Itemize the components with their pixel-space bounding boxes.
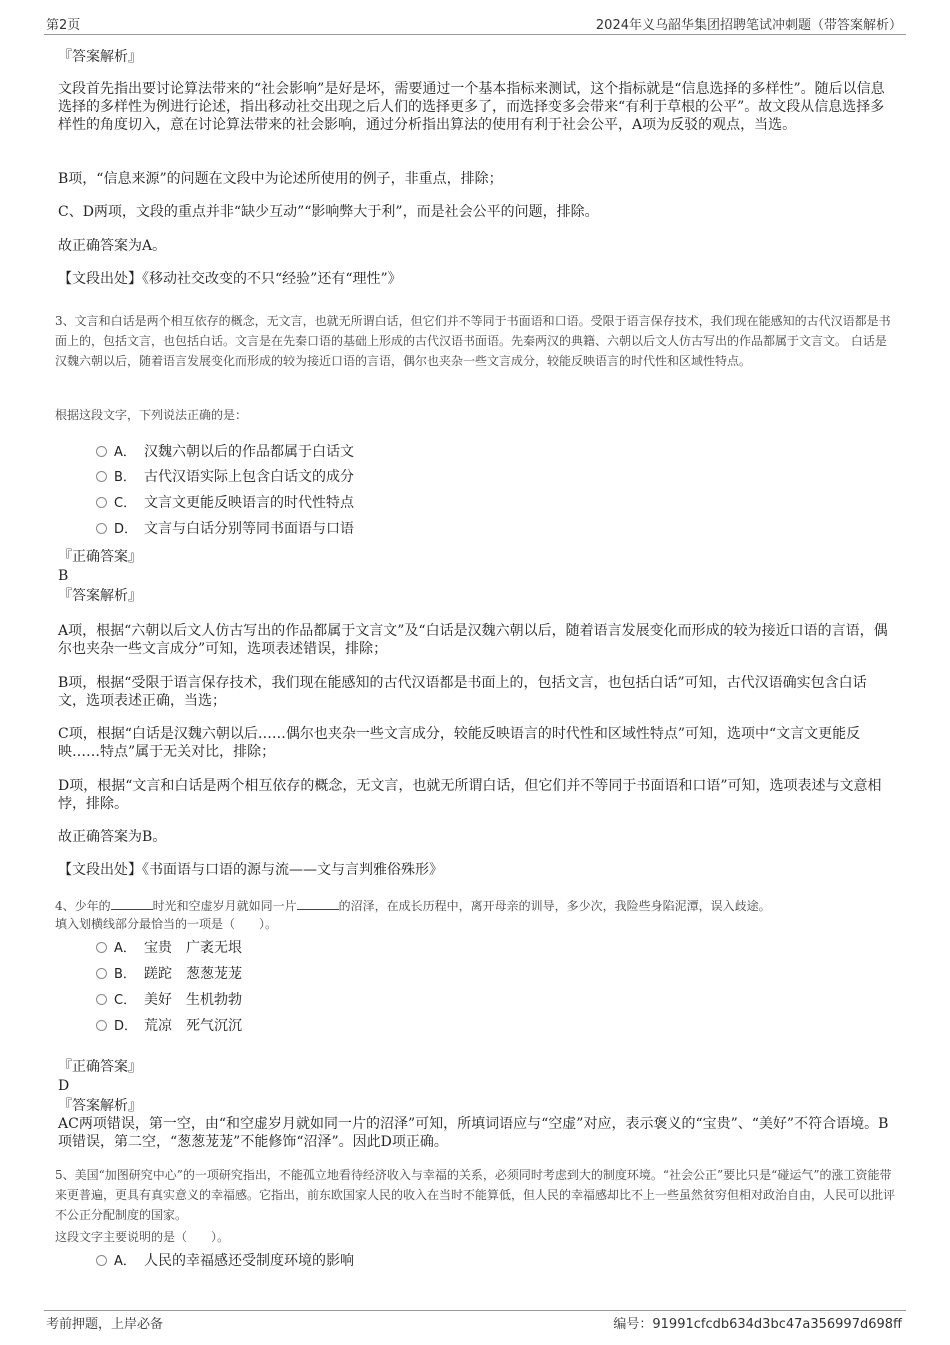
q3-answer: B (58, 568, 69, 584)
q5-option-a[interactable]: A． 人民的幸福感还受制度环境的影响 (96, 1252, 354, 1271)
radio-icon[interactable] (96, 446, 107, 457)
blank-2 (297, 897, 339, 910)
q5-stem: 5、美国“加图研究中心”的一项研究指出，不能孤立地看待经济收入与幸福的关系，必须同时考虑到大的制度环境。“社会公正”要比只是“碰运气”的涨工资能带来更普遍，更具有真实意义的幸福感。它指出，前东欧国家人民的收入在当时不能算低，但人民的幸福感却比不上一些虽然贫穷但相对政治自由，人民可以批评不公正分配制度的国家。 (55, 1168, 896, 1222)
q3-analysis-c: C项，根据“白话是汉魏六朝以后……偶尔也夹杂一些文言成分，较能反映语言的时代性和区域性特点”可知，选项中“文言文更能反映……特点”属于无关对比，排除； (58, 726, 861, 760)
q2-analysis-p2: B项，“信息来源”的问题在文段中为论述所使用的例子，非重点，排除； (58, 171, 503, 187)
q2-analysis-p3: C、D两项，文段的重点并非“缺少互动”“影响弊大于利”，而是社会公平的问题，排除。 (58, 204, 599, 220)
q4-answer-label: 『正确答案』 (58, 1059, 142, 1075)
q4-stem: 4、少年的 时光和空虚岁月就如同一片 的沼泽，在成长历程中，离开母亲的训导，多少次，我险些身陷泥潭，误入歧途。 (55, 899, 771, 913)
q4-answer: D (58, 1078, 70, 1094)
q3-option-c[interactable]: C． 文言文更能反映语言的时代性特点 (96, 494, 354, 513)
q4-option-d[interactable]: D． 荒凉 死气沉沉 (96, 1017, 242, 1036)
q3-conclusion: 故正确答案为B。 (58, 829, 167, 845)
q2-analysis-p1: 文段首先指出要讨论算法带来的“社会影响”是好是坏，需要通过一个基本指标来测试，这个指标就是“信息选择的多样性”。随后以信息选择的多样性为例进行论述，指出移动社交出现之后人们的选择更多了，而选择变多会带来“有利于草根的公平”。故文段从信息选择多样性的角度切入，意在讨论算法带来的社会影响，通过分析指出算法的使用有利于社会公平，A项为反驳的观点，当选。 (58, 81, 885, 133)
radio-icon[interactable] (96, 994, 107, 1005)
q4-option-a[interactable]: A． 宝贵 广袤无垠 (96, 939, 242, 958)
document-id: 编号：91991cfcdb634d3bc47a356997d698ff (613, 1317, 902, 1332)
q3-prompt: 根据这段文字，下列说法正确的是： (55, 408, 248, 422)
page-footer (44, 1313, 906, 1333)
q3-answer-label: 『正确答案』 (58, 549, 142, 565)
q4-option-b[interactable]: B． 蹉跎 葱葱茏茏 (96, 965, 242, 984)
radio-icon[interactable] (96, 942, 107, 953)
radio-icon[interactable] (96, 523, 107, 534)
q3-analysis-d: D项，根据“文言和白话是两个相互依存的概念，无文言，也就无所谓白话，但它们并不等同于书面语和口语”可知，选项表述与文意相悖，排除。 (58, 778, 882, 812)
document-title: 2024年义乌韶华集团招聘笔试冲刺题（带答案解析） (595, 18, 902, 33)
q3-stem: 3、文言和白话是两个相互依存的概念，无文言，也就无所谓白话，但它们并不等同于书面语和口语。受限于语言保存技术，我们现在能感知的古代汉语都是书面上的，包括文言，也包括白话。文言是在先秦口语的基础上形成的古代汉语书面语。先秦两汉的典籍、六朝以后文人仿古写出的作品都属于文言文。 白话是汉魏六朝以后，随着语言发展变化而形成的较为接近口语的言语，偶尔也夹杂一些文言成分，较能反映语言的时代性和区域性特点。 (55, 314, 891, 368)
q3-option-d[interactable]: D． 文言与白话分别等同书面语与口语 (96, 520, 354, 539)
radio-icon[interactable] (96, 1255, 107, 1266)
radio-icon[interactable] (96, 1020, 107, 1031)
q2-source: 【文段出处】《移动社交改变的不只“经验”还有“理性”》 (58, 271, 402, 287)
radio-icon[interactable] (96, 968, 107, 979)
q3-analysis-b: B项，根据“受限于语言保存技术，我们现在能感知的古代汉语都是书面上的，包括文言，也包括白话”可知，古代汉语确实包含白话文，选项表述正确，当选； (58, 675, 867, 709)
page-number: 第2页 (46, 18, 81, 33)
q3-option-a[interactable]: A． 汉魏六朝以后的作品都属于白话文 (96, 443, 354, 462)
q4-analysis: AC两项错误，第一空，由“和空虚岁月就如同一片的沼泽”可知，所填词语应与“空虚”对应，表示褒义的“宝贵”、“美好”不符合语境。B项错误，第二空，“葱葱茏茏”不能修饰“沼泽”。因此D项正确。 (58, 1116, 889, 1150)
page-header (44, 12, 906, 34)
header-divider (44, 34, 906, 35)
q3-source: 【文段出处】《书面语与口语的源与流——文与言判雅俗殊形》 (58, 862, 443, 878)
q4-prompt: 填入划横线部分最恰当的一项是（ ）。 (55, 917, 278, 931)
q3-analysis-a: A项，根据“六朝以后文人仿古写出的作品都属于文言文”及“白话是汉魏六朝以后，随着语言发展变化而形成的较为接近口语的言语，偶尔也夹杂一些文言成分”可知，选项表述错误，排除； (58, 623, 888, 657)
q3-option-b[interactable]: B． 古代汉语实际上包含白话文的成分 (96, 468, 354, 487)
radio-icon[interactable] (96, 471, 107, 482)
q2-analysis-label: 『答案解析』 (58, 49, 142, 65)
footer-divider (44, 1310, 906, 1311)
q3-analysis-label: 『答案解析』 (58, 588, 142, 604)
blank-1 (111, 897, 153, 910)
radio-icon[interactable] (96, 497, 107, 508)
q5-prompt: 这段文字主要说明的是（ ）。 (55, 1230, 230, 1244)
q2-conclusion: 故正确答案为A。 (58, 238, 167, 254)
q4-analysis-label: 『答案解析』 (58, 1098, 142, 1114)
q4-option-c[interactable]: C． 美好 生机勃勃 (96, 991, 242, 1010)
footer-slogan: 考前押题，上岸必备 (46, 1317, 164, 1332)
